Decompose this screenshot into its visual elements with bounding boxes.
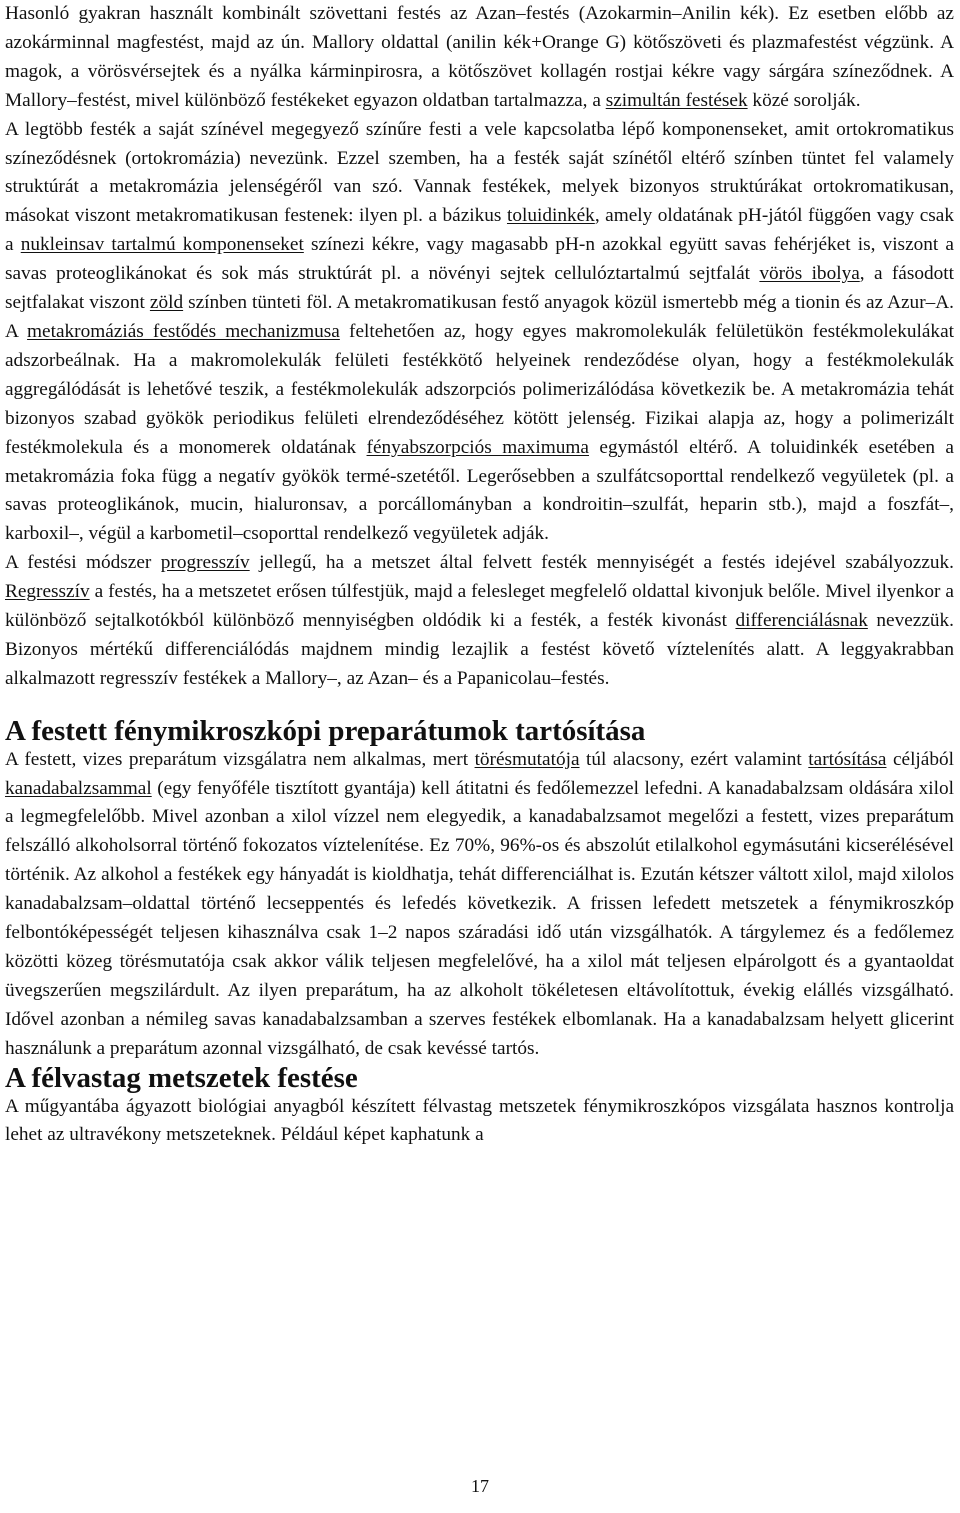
text-run: nevezzük. Bizonyos mértékű differenciálódás majdnem mindig lezajlik a festést követő víztelenítés alatt. A leggyakrabban alkalmazott regresszív festékek a Mallory–, az Azan– és a Papanicolau–festés. — [5, 610, 954, 689]
text-run: , amely oldatának pH-jától függően vagy csak a — [5, 205, 954, 256]
page-number: 17 — [471, 1476, 489, 1496]
paragraph-staining-methods — [5, 549, 954, 694]
link-progressive[interactable]: progresszív — [160, 552, 250, 574]
link-nucleic-acid-components[interactable]: nukleinsav tartalmú komponenseket — [20, 234, 304, 256]
link-differentiation[interactable]: differenciálásnak — [735, 610, 868, 632]
paragraph-metachromasia — [5, 116, 954, 550]
link-refractive-index[interactable]: törésmutatója — [474, 748, 580, 770]
text-run: a festés, ha a metszetet erősen túlfestjük, majd a felesleget megfelelő oldattal kivonjuk belőle. Mivel ilyenkor a különböző sejtalkotókból különböző mennyiségben oldódik ki a festék, a festék kivonást — [5, 581, 954, 632]
link-red-violet[interactable]: vörös ibolya — [759, 263, 860, 285]
text-run: A műgyantába ágyazott biológiai anyagból készített félvastag metszetek fénymikroszkópos vizsgálata hasznos kontrolja lehet az ultravékony metszeteknek. Például képet kaphatunk a — [5, 1095, 954, 1146]
text-run: A festési módszer — [5, 552, 161, 574]
text-run: Hasonló gyakran használt kombinált szövettani festés az Azan–festés (Azokarmin–Anilin kék). Ez esetben előbb az azokárminnal magfestést, majd az ún. Mallory oldattal (anilin kék+Orange G) kötőszöveti és plazmafestést végzünk. A magok, a vörösvérsejtek és a nyálka kárminpirosra, a kötőszövet kollagén rostjai kékre vagy sárgára színeződnek. A Mallory–festést, mivel különböző festékeket egyazon oldatban tartalmazza, a — [5, 3, 954, 111]
text-run: túl alacsony, ezért valamint — [579, 748, 809, 770]
paragraph-semithin — [5, 1093, 954, 1151]
text-run: céljából — [886, 748, 954, 770]
text-run: közé sorolják. — [747, 89, 861, 111]
text-run: színezi kékre, vagy magasabb pH-n azokkal együtt savas fehérjéket is, viszont a savas proteoglikánokat és sok más struktúrát pl. a növényi sejtek cellulóztartalmú sejtfalát — [5, 234, 954, 285]
text-run: jellegű, ha a metszet által felvett festék mennyiségét a festés idejével szabályozzuk. — [249, 552, 955, 574]
link-canada-balsam[interactable]: kanadabalzsammal — [5, 777, 152, 799]
text-run: , a fásodott sejtfalakat viszont — [5, 263, 954, 314]
paragraph-preservation — [5, 746, 954, 1064]
link-simultaneous-staining[interactable]: szimultán festések — [605, 89, 748, 111]
text-run: (egy fenyőféle tisztított gyantája) kell átitatni és fedőlemezzel lefedni. A kanadabalzsam oldására xilol a legmegfelelőbb. Mivel azonban a xilol vízzel nem elegyedik, a kanadabalzsamot megelőzi a festett, vizes preparátum felszálló alkoholsorral történő fokozatos víztelenítése. Ez 70%, 96%-os és abszolút etilalkohol egymásutáni kicserélésével történik. Az alkohol a festékek egy hányadát is kioldhatja, tehát differenciálhat is. Ezután kétszer váltott xilol, majd xilolos kanadabalzsam–oldattal történő lecseppentés és lefedés következik. A frissen lefedett metszetek a fénymikroszkóp felbontóképességét teljesen kihasználva csak 1–2 napos száradási idő után vizsgálhatók. A tárgylemez és a fedőlemez közötti közeg törésmutatója csak akkor válik teljesen megfelelővé, ha a xilol mát teljesen elpárolgott és a gyantaoldat üvegszerűen megszilárdult. Az ilyen preparátum, ha az alkoholt tökéletesen eltávolítottuk, évekig elállés vizsgálható. Idővel azonban a némileg savas kanadabalzsamban a szerves festékek elbomlanak. Ha a kanadabalzsam helyett glicerint használunk a preparátum azonnal vizsgálható, de csak kevéssé tartós. — [5, 777, 954, 1059]
link-regressive[interactable]: Regresszív — [5, 581, 90, 603]
text-run: A festett, vizes preparátum vizsgálatra nem alkalmas, mert — [5, 748, 475, 770]
section-heading-semithin: A félvastag metszetek festése — [5, 1061, 358, 1094]
paragraph-azan-staining — [5, 0, 954, 116]
document-page — [5, 0, 954, 1150]
link-absorption-maximum[interactable]: fényabszorpciós maximuma — [366, 436, 589, 458]
text-run: egymástól eltérő. A toluidinkék esetében a metakromázia foka függ a negatív gyökök termé-szetétől. Legerősebben a szulfátcsoporttal rendelkező vegyületek (pl. a savas proteoglikánok, mucin, hialuronsav, a porcállományban a kondroitin–szulfát, heparin stb.), majd a foszfát–, karboxil–, végül a karbometil–csoporttal rendelkező vegyületek adják. — [5, 436, 954, 545]
link-green[interactable]: zöld — [149, 292, 184, 314]
link-toluidine-blue[interactable]: toluidinkék — [506, 205, 595, 227]
link-preservation[interactable]: tartósítása — [808, 748, 887, 770]
text-run: feltehetően az, hogy egyes makromolekulák felületükön festékmolekulákat adszorbeálnak. Ha a makromolekulák felületi festékkötő helyeinek rendeződése olyan, hogy a festékmolekulák aggregálódását is lehetővé teszik, a festékmolekulák adszorpciós polimerizálódása következik be. A metakromázia tehát bizonyos szabad gyökök periodikus felületi elrendeződéséhez kötött jelenség. Fizikai alapja az, hogy a polimerizált festékmolekula és a monomerek oldatának — [5, 320, 954, 458]
link-metachromatic-mechanism[interactable]: metakromáziás festődés mechanizmusa — [27, 320, 340, 342]
text-run: A legtöbb festék a saját színével megegyező színűre festi a vele kapcsolatba lépő komponenseket, amit ortokromatikus színeződésnek (ortokromázia) nevezünk. Ezzel szemben, ha a festék saját színétől eltérő színben tüntet fel valamely struktúrát a metakromázia jelenségéről van szó. Vannak festékek, melyek bizonyos struktúrákat ortokromatikusan, másokat viszont metakromatikusan festenek: ilyen pl. a bázikus — [5, 118, 954, 227]
section-heading-preservation: A festett fénymikroszkópi preparátumok tartósítása — [5, 714, 646, 747]
text-run: színben tünteti föl. A metakromatikusan festő anyagok közül ismertebb még a tionin és az Azur–A. A — [5, 292, 955, 342]
